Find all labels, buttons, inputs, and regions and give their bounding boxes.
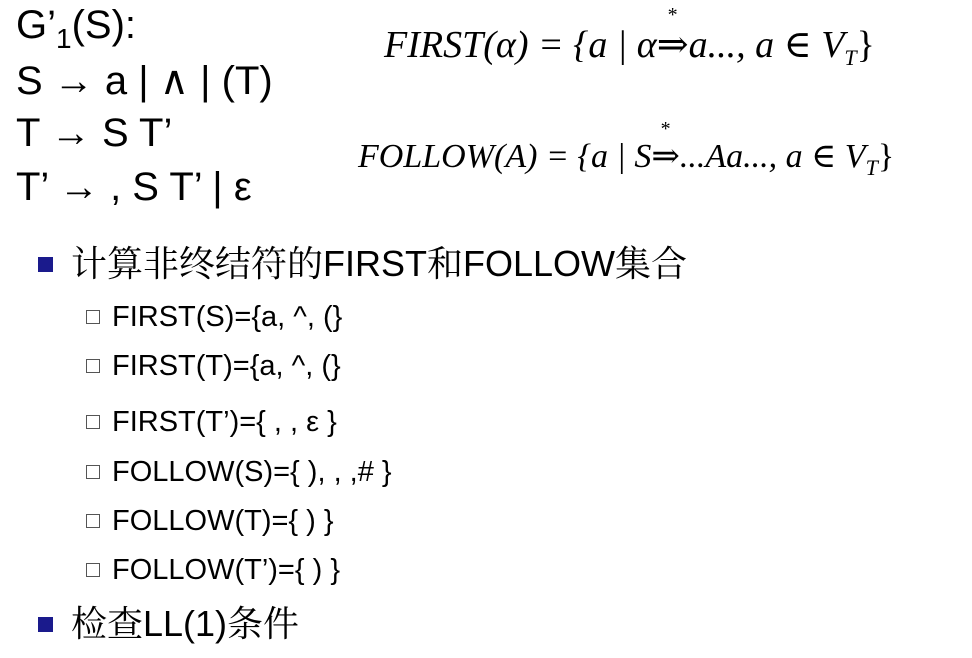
first-formula-lhs: FIRST: [384, 24, 484, 66]
bullet-check-ll1: [38, 604, 299, 644]
first-formula: [384, 4, 875, 70]
grammar-title-subscript: 1: [56, 23, 72, 54]
hollow-square-icon: [86, 310, 100, 324]
hollow-square-icon: [86, 563, 100, 577]
bullet-text: 检查LL(1)条件: [71, 603, 300, 644]
set-item: [86, 455, 392, 489]
follow-formula-close: }: [877, 138, 895, 175]
derive-arrow-glyph: ⇒: [656, 24, 689, 66]
first-formula-sub-t: T: [844, 45, 857, 70]
follow-formula: [358, 118, 895, 180]
set-item: [86, 405, 337, 439]
bullet-square-icon: [38, 257, 53, 272]
first-formula-rhs: a..., a ∈ V: [688, 24, 845, 66]
first-formula-arg: (α) = {a | α: [483, 24, 657, 66]
set-item-text: FOLLOW(S)={ ), , ,# }: [112, 456, 392, 488]
grammar-rule-s: S → a | ∧ | (T): [16, 59, 273, 103]
bullet-square-icon: [38, 617, 53, 632]
set-item-text: FIRST(S)={a, ^, (}: [112, 301, 343, 333]
set-item-text: FOLLOW(T)={ ) }: [112, 505, 334, 537]
follow-formula-rhs: ...Aa..., a ∈ V: [679, 138, 866, 175]
set-item: [86, 349, 341, 383]
hollow-square-icon: [86, 415, 100, 429]
set-item: [86, 300, 342, 334]
hollow-square-icon: [86, 359, 100, 373]
grammar-rule-t-prime: T’ → , S T’ | ε: [16, 165, 252, 209]
first-formula-close: }: [856, 24, 875, 66]
derive-star: *: [660, 118, 671, 140]
grammar-rule-t: T → S T’: [16, 111, 173, 155]
follow-formula-lhs: FOLLOW: [358, 138, 495, 175]
set-item-text: FIRST(T’)={ , , ε }: [112, 406, 337, 438]
derive-star: *: [667, 4, 678, 26]
bullet-compute-sets: [38, 244, 687, 284]
set-item: [86, 553, 340, 587]
grammar-title: [16, 2, 136, 52]
set-item: [86, 504, 334, 538]
set-item-text: FOLLOW(T’)={ ) }: [112, 554, 341, 586]
set-item-text: FIRST(T)={a, ^, (}: [112, 350, 341, 382]
derive-arrow: [656, 4, 689, 67]
derive-arrow-glyph: ⇒: [651, 138, 680, 175]
follow-formula-arg: (A) = {a | S: [494, 138, 652, 175]
grammar-title-suffix: (S):: [71, 3, 137, 47]
bullet-text: 计算非终结符的FIRST和FOLLOW集合: [71, 243, 688, 284]
grammar-title-prefix: G’: [16, 3, 56, 47]
follow-formula-sub-t: T: [865, 155, 878, 180]
derive-arrow: [651, 118, 680, 176]
hollow-square-icon: [86, 514, 100, 528]
hollow-square-icon: [86, 465, 100, 479]
